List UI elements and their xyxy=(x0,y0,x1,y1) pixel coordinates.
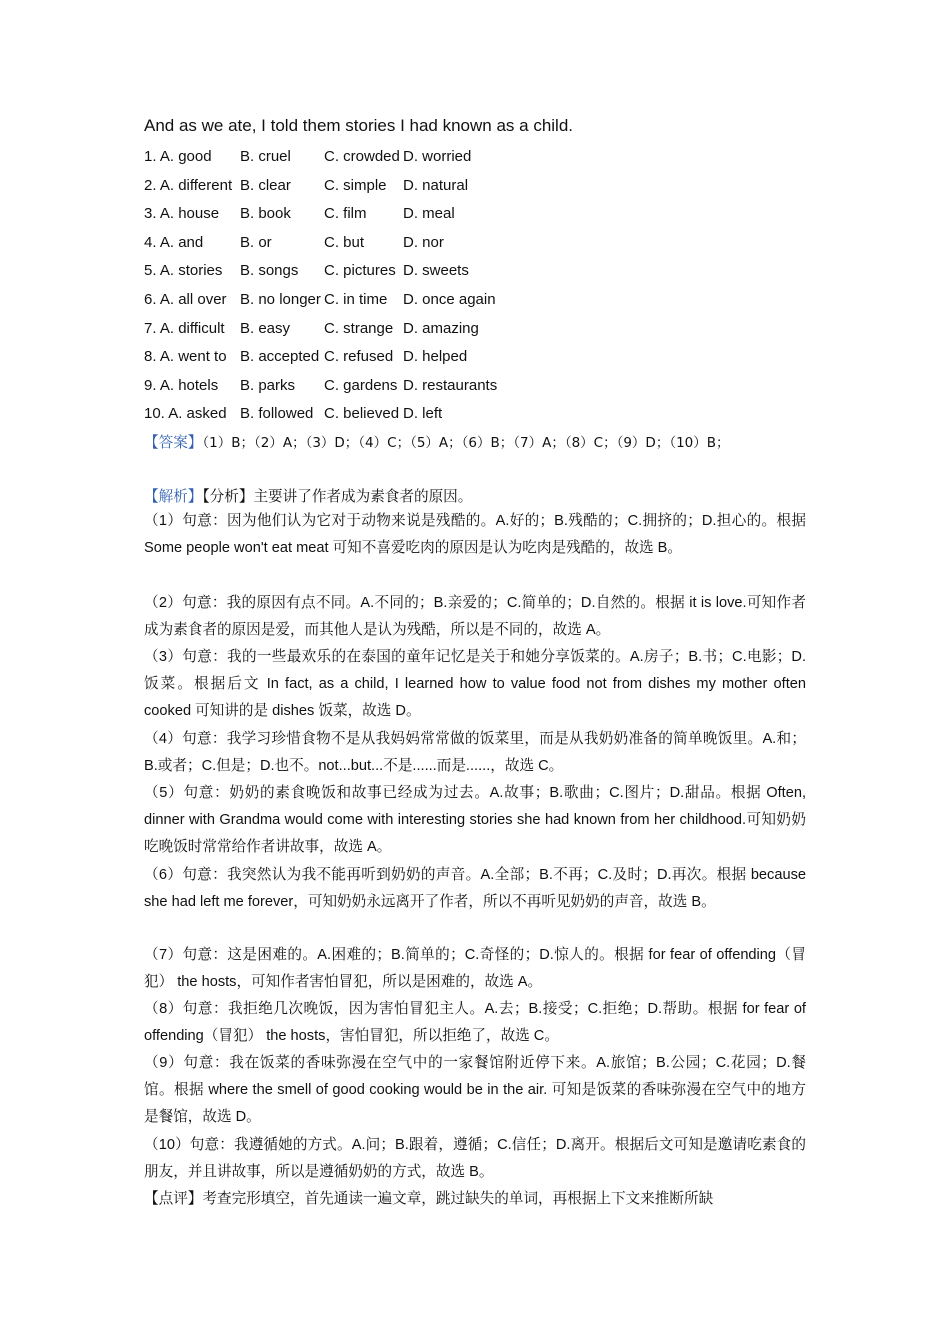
option-d: D. natural xyxy=(403,176,469,194)
analysis-item-6: （6）句意：我突然认为我不能再听到奶奶的声音。A.全部；B.不再；C.及时；D.再次。根据 because she had left me forever，可知奶奶永远离开了作者，所以不再听见奶奶的声音，故选 B。 xyxy=(144,867,806,911)
option-c: C. pictures xyxy=(324,262,396,280)
option-d: D. amazing xyxy=(403,319,479,337)
option-a: 8. A. went to xyxy=(144,348,227,366)
option-b: B. or xyxy=(240,233,272,251)
option-d: D. restaurants xyxy=(403,376,498,394)
option-a: 3. A. house xyxy=(144,205,220,223)
option-c: C. refused xyxy=(324,348,394,366)
option-b: B. book xyxy=(240,205,291,223)
option-a: 10. A. asked xyxy=(144,405,227,423)
option-b: B. easy xyxy=(240,319,291,337)
analysis-item-4: （4）句意：我学习珍惜食物不是从我妈妈常常做的饭菜里，而是从我奶奶准备的简单晚饭里。A.和；B.或者；C.但是；D.也不。not...but...不是......而是......，故选 C。 xyxy=(144,731,806,775)
option-a: 1. A. good xyxy=(144,148,212,165)
analysis-item-2: （2）句意：我的原因有点不同。A.不同的；B.亲爱的；C.简单的；D.自然的。根据 it is love.可知作者成为素食者的原因是爱，而其他人是认为残酷，所以是不同的，故选 A。 xyxy=(144,595,806,639)
option-b: B. no longer xyxy=(240,291,321,308)
analysis-intro: 【分析】主要讲了作者成为素食者的原因。 xyxy=(202,489,473,505)
option-d: D. worried xyxy=(403,148,472,165)
option-c: C. in time xyxy=(324,291,388,308)
option-a: 5. A. stories xyxy=(144,262,223,280)
option-c: C. simple xyxy=(324,176,387,194)
option-c: C. believed xyxy=(324,405,400,423)
answer-block xyxy=(144,430,806,457)
option-d: D. once again xyxy=(403,291,496,308)
analysis-tag: 【解析】 xyxy=(144,489,203,505)
option-c: C. strange xyxy=(324,319,394,337)
option-b: B. songs xyxy=(240,262,299,280)
answer-tag: 【答案】 xyxy=(144,435,203,451)
option-d: D. left xyxy=(403,405,443,423)
answer-text: （1）B；（2）A；（3）D；（4）C；（5）A；（6）B；（7）A；（8）C；（9）D；（10）B； xyxy=(202,435,730,451)
comment-line: 【点评】考查完形填空，首先通读一遍文章，跳过缺失的单词，再根据上下文来推断所缺 xyxy=(144,1191,714,1207)
option-d: D. nor xyxy=(403,233,444,251)
option-c: C. gardens xyxy=(324,376,398,394)
analysis-item-1: （1）句意：因为他们认为它对于动物来说是残酷的。A.好的；B.残酷的；C.拥挤的；D.担心的。根据 Some people won't eat meat 可知不喜爱吃肉的原因是认为吃肉是残酷的，故选 B。 xyxy=(144,513,806,557)
option-b: B. followed xyxy=(240,405,314,423)
option-a: 9. A. hotels xyxy=(144,376,219,394)
option-b: B. accepted xyxy=(240,348,320,366)
lead-sentence: And as we ate, I told them stories I had known as a child. xyxy=(144,116,574,135)
option-a: 4. A. and xyxy=(144,233,204,251)
analysis-item-10: （10）句意：我遵循她的方式。A.问；B.跟着，遵循；C.信任；D.离开。根据后文可知是邀请吃素食的朋友，并且讲故事，所以是遵循奶奶的方式，故选 B。 xyxy=(144,1137,806,1181)
option-d: D. meal xyxy=(403,205,455,223)
option-b: B. clear xyxy=(240,176,291,194)
option-a: 6. A. all over xyxy=(144,291,227,308)
analysis-item-7: （7）句意：这是困难的。A.困难的；B.简单的；C.奇怪的；D.惊人的。根据 for fear of offending（冒犯） the hosts，可知作者害怕冒犯，所以是困难的，故选 A。 xyxy=(144,947,806,991)
option-a: 7. A. difficult xyxy=(144,319,225,337)
option-c: C. film xyxy=(324,205,367,223)
option-d: D. sweets xyxy=(403,262,469,280)
option-c: C. crowded xyxy=(324,148,400,165)
option-c: C. but xyxy=(324,233,365,251)
option-a: 2. A. different xyxy=(144,176,233,194)
option-d: D. helped xyxy=(403,348,468,366)
analysis-item-3: （3）句意：我的一些最欢乐的在泰国的童年记忆是关于和她分享饭菜的。A.房子；B.书；C.电影；D.饭菜。根据后文 In fact, as a child, I learned how to value food not from dishes my mother often cooked 可知讲的是 dishes 饭菜，故选 D。 xyxy=(144,649,806,720)
analysis-item-5: （5）句意：奶奶的素食晚饭和故事已经成为过去。A.故事；B.歌曲；C.图片；D.甜品。根据 Often, dinner with Grandma would come with interesting stories she had known from her childhood.可知奶奶吃晚饭时常常给作者讲故事，故选 A。 xyxy=(144,785,806,856)
analysis-item-8: （8）句意：我拒绝几次晚饭，因为害怕冒犯主人。A.去；B.接受；C.拒绝；D.帮助。根据 for fear of offending（冒犯） the hosts，害怕冒犯，所以拒绝了，故选 C。 xyxy=(144,1001,806,1045)
analysis-item-9: （9）句意：我在饭菜的香味弥漫在空气中的一家餐馆附近停下来。A.旅馆；B.公园；C.花园；D.餐馆。根据 where the smell of good cooking would be in the air. 可知是饭菜的香味弥漫在空气中的地方是餐馆，故选 D。 xyxy=(144,1055,806,1126)
option-b: B. cruel xyxy=(240,148,291,165)
option-b: B. parks xyxy=(240,376,296,394)
